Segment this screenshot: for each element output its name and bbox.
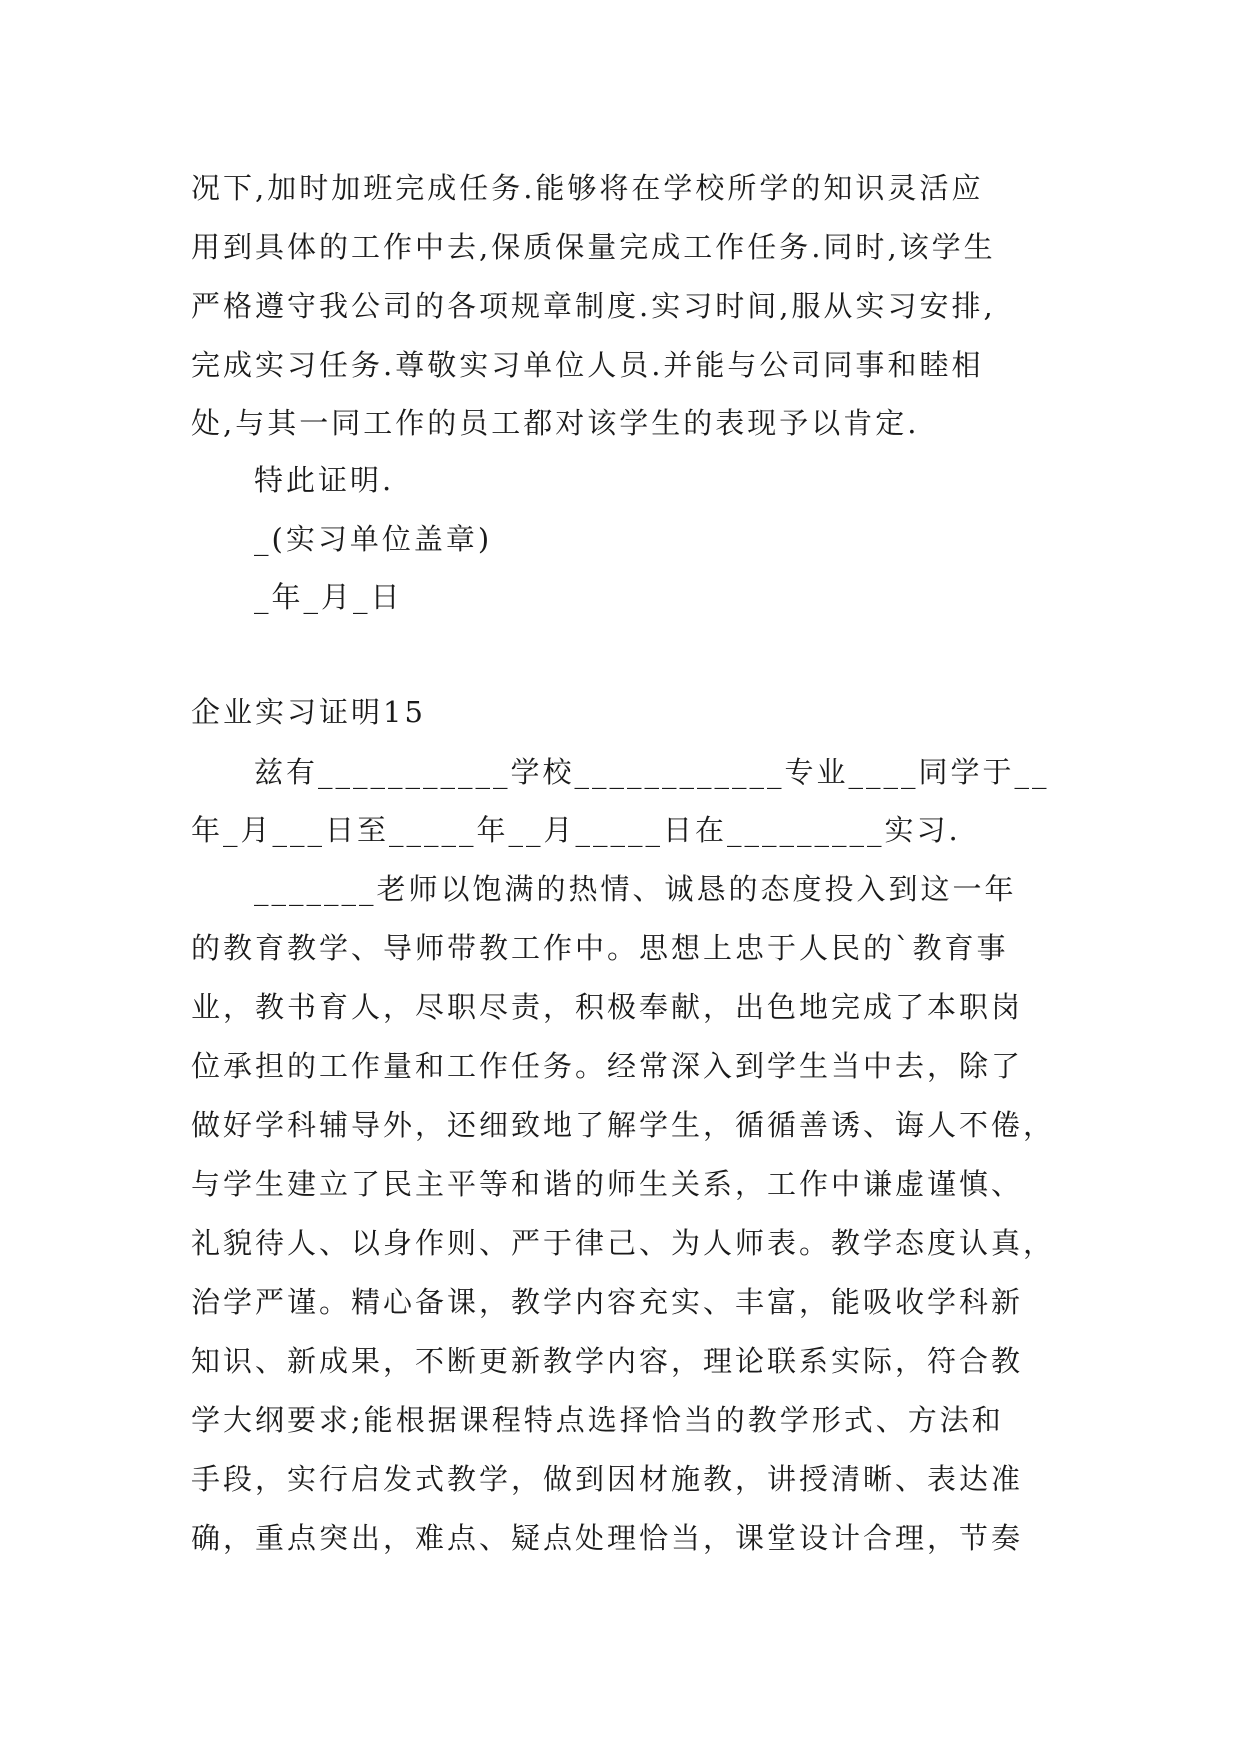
body-line: 手段，实行启发式教学，做到因材施教，讲授清晰、表达准 (191, 1462, 1024, 1496)
body-line: 完成实习任务.尊敬实习单位人员.并能与公司同事和睦相 (191, 348, 984, 382)
closing-text: 特此证明. (254, 463, 395, 497)
body-line: 学大纲要求;能根据课程特点选择恰当的教学形式、方法和 (191, 1403, 1004, 1437)
stamp-placeholder: _(实习单位盖章) (254, 522, 493, 556)
body-line: 礼貌待人、以身作则、严于律己、为人师表。教学态度认真， (191, 1226, 1056, 1260)
section-title: 企业实习证明15 (191, 695, 426, 729)
body-line: 处,与其一同工作的员工都对该学生的表现予以肯定. (191, 406, 920, 440)
body-line: 确，重点突出，难点、疑点处理恰当，课堂设计合理，节奏 (191, 1521, 1024, 1555)
body-line: 与学生建立了民主平等和谐的师生关系，工作中谦虚谨慎、 (191, 1167, 1024, 1201)
body-line: 做好学科辅导外，还细致地了解学生，循循善诱、诲人不倦， (191, 1108, 1056, 1142)
body-line: _______老师以饱满的热情、诚恳的态度投入到这一年 (254, 872, 1017, 906)
body-line: 况下,加时加班完成任务.能够将在学校所学的知识灵活应 (191, 171, 984, 205)
body-line: 知识、新成果，不断更新教学内容，理论联系实际，符合教 (191, 1344, 1024, 1378)
date-placeholder: _年_月_日 (254, 580, 403, 614)
body-line: 业，教书育人，尽职尽责，积极奉献，出色地完成了本职岗 (191, 990, 1024, 1024)
body-line: 兹有___________学校____________专业____同学于__ (254, 755, 1050, 789)
body-line: 用到具体的工作中去,保质保量完成工作任务.同时,该学生 (191, 230, 996, 264)
body-line: 严格遵守我公司的各项规章制度.实习时间,服从实习安排, (191, 289, 996, 323)
body-line: 位承担的工作量和工作任务。经常深入到学生当中去，除了 (191, 1049, 1024, 1083)
body-line: 治学严谨。精心备课，教学内容充实、丰富，能吸收学科新 (191, 1285, 1024, 1319)
body-line: 年_月___日至_____年__月_____日在_________实习. (191, 813, 961, 847)
body-line: 的教育教学、导师带教工作中。思想上忠于人民的`教育事 (191, 931, 1009, 965)
